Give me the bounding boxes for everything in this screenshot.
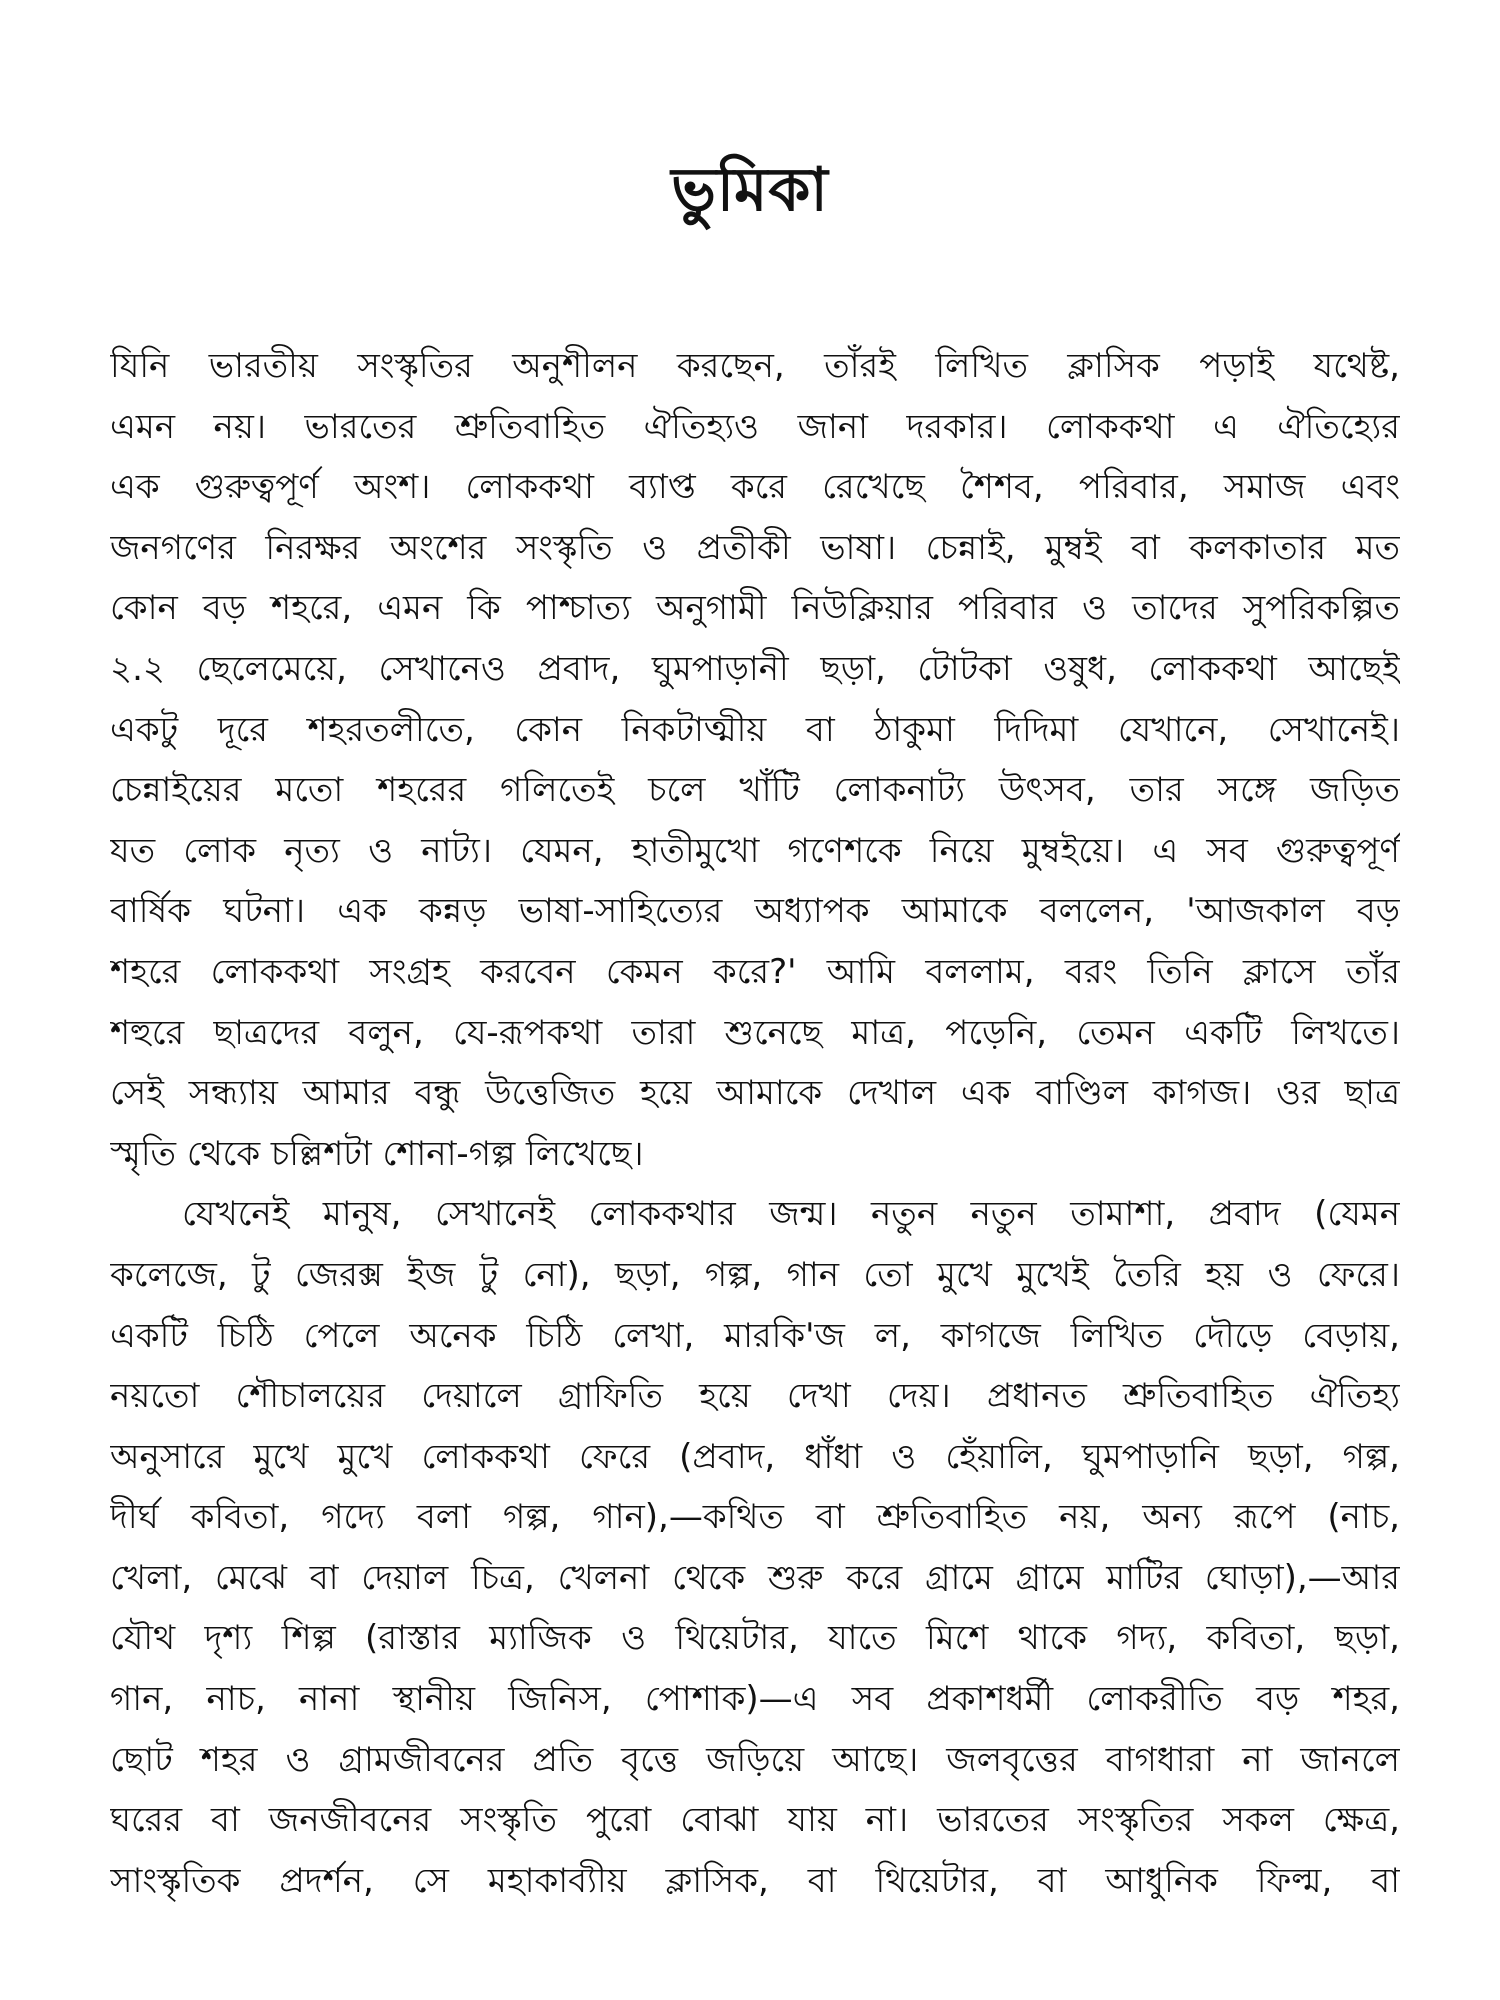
text-line: শহুরে ছাত্রদের বলুন, যে-রূপকথা তারা শুনেছে মাত্র, পড়েনি, তেমন একটি লিখতে। (110, 1012, 1400, 1053)
paragraph-end-line: স্মৃতি থেকে চল্লিশটা শোনা-গল্প লিখেছে। (110, 1133, 644, 1174)
text-line: ২.২ ছেলেমেয়ে, সেখানেও প্রবাদ, ঘুমপাড়ানী ছড়া, টোটকা ওষুধ, লোককথা আছেই (110, 648, 1400, 689)
text-line: এক গুরুত্বপূর্ণ অংশ। লোককথা ব্যাপ্ত করে রেখেছে শৈশব, পরিবার, সমাজ এবং (110, 467, 1400, 508)
text-line: বার্ষিক ঘটনা। এক কন্নড় ভাষা-সাহিত্যের অধ্যাপক আমাকে বললেন, 'আজকাল বড় (110, 891, 1400, 932)
text-line: অনুসারে মুখে মুখে লোককথা ফেরে (প্রবাদ, ধাঁধা ও হেঁয়ালি, ঘুমপাড়ানি ছড়া, গল্প, (110, 1436, 1400, 1477)
text-line: ঘরের বা জনজীবনের সংস্কৃতি পুরো বোঝা যায় না। ভারতের সংস্কৃতির সকল ক্ষেত্র, (110, 1800, 1400, 1841)
text-line: জনগণের নিরক্ষর অংশের সংস্কৃতি ও প্রতীকী ভাষা। চেন্নাই, মুম্বই বা কলকাতার মত (110, 527, 1400, 568)
text-line: কলেজে, টু জেরক্স ইজ টু নো), ছড়া, গল্প, গান তো মুখে মুখেই তৈরি হয় ও ফেরে। (110, 1254, 1400, 1295)
text-line: যত লোক নৃত্য ও নাট্য। যেমন, হাতীমুখো গণেশকে নিয়ে মুম্বইয়ে। এ সব গুরুত্বপূর্ণ (110, 830, 1400, 871)
text-line: দীর্ঘ কবিতা, গদ্যে বলা গল্প, গান),—কথিত বা শ্রুতিবাহিত নয়, অন্য রূপে (নাচ, (110, 1497, 1400, 1538)
text-line: একটি চিঠি পেলে অনেক চিঠি লেখা, মারকি'জ ল, কাগজে লিখিত দৌড়ে বেড়ায়, (110, 1315, 1400, 1356)
text-line: শহরে লোককথা সংগ্রহ করবেন কেমন করে?' আমি বললাম, বরং তিনি ক্লাসে তাঁর (110, 951, 1400, 992)
page-title: ভুমিকা (671, 155, 829, 225)
text-line: সাংস্কৃতিক প্রদর্শন, সে মহাকাব্যীয় ক্লাসিক, বা থিয়েটার, বা আধুনিক ফিল্ম, বা (110, 1860, 1400, 1901)
text-line: ছোট শহর ও গ্রামজীবনের প্রতি বৃত্তে জড়িয়ে আছে। জলবৃত্তের বাগধারা না জানলে (110, 1739, 1400, 1780)
body-text (110, 336, 1400, 1911)
text-line: একটু দূরে শহরতলীতে, কোন নিকটাত্মীয় বা ঠাকুমা দিদিমা যেখানে, সেখানেই। (110, 709, 1400, 750)
text-line: গান, নাচ, নানা স্থানীয় জিনিস, পোশাক)—এ সব প্রকাশধর্মী লোকরীতি বড় শহর, (110, 1679, 1400, 1720)
text-line: নয়তো শৌচালয়ের দেয়ালে গ্রাফিতি হয়ে দেখা দেয়। প্রধানত শ্রুতিবাহিত ঐতিহ্য (110, 1376, 1400, 1417)
text-line: যিনি ভারতীয় সংস্কৃতির অনুশীলন করছেন, তাঁরই লিখিত ক্লাসিক পড়াই যথেষ্ট, (110, 346, 1400, 386)
text-line: খেলা, মেঝে বা দেয়াল চিত্র, খেলনা থেকে শুরু করে গ্রামে গ্রামে মাটির ঘোড়া),—আর (110, 1557, 1400, 1598)
text-line: চেন্নাইয়ের মতো শহরের গলিতেই চলে খাঁটি লোকনাট্য উৎসব, তার সঙ্গে জড়িত (110, 770, 1400, 811)
text-line: এমন নয়। ভারতের শ্রুতিবাহিত ঐতিহ্যও জানা দরকার। লোককথা এ ঐতিহ্যের (110, 406, 1400, 447)
paragraph-start-line: যেখনেই মানুষ, সেখানেই লোককথার জন্ম। নতুন নতুন তামাশা, প্রবাদ (যেমন (182, 1194, 1400, 1235)
text-line: সেই সন্ধ্যায় আমার বন্ধু উত্তেজিত হয়ে আমাকে দেখাল এক বাণ্ডিল কাগজ। ওর ছাত্র (110, 1073, 1400, 1114)
text-line: কোন বড় শহরে, এমন কি পাশ্চাত্য অনুগামী নিউক্লিয়ার পরিবার ও তাদের সুপরিকল্পিত (110, 588, 1400, 629)
text-line: যৌথ দৃশ্য শিল্প (রাস্তার ম্যাজিক ও থিয়েটার, যাতে মিশে থাকে গদ্য, কবিতা, ছড়া, (110, 1618, 1400, 1659)
